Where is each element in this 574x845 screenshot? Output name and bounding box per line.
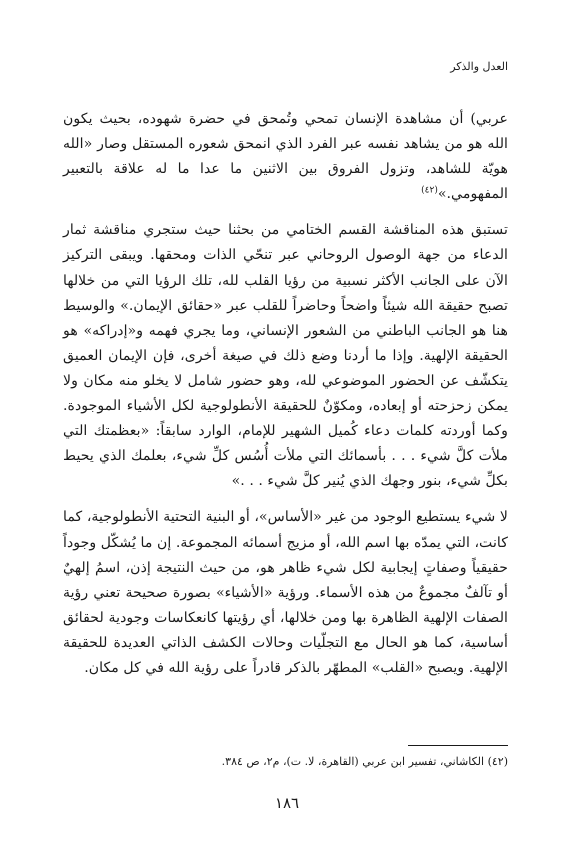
page-number: ١٨٦ (274, 794, 300, 812)
paragraph: تستبق هذه المناقشة القسم الختامي من بحثنا حيث ستجري مناقشة ثمار الدعاء من جهة الوصول الروحاني عبر تنحّي الذات ومحقها. ويبقى التركيز الآن على الجانب الأكثر نسبية من رؤيا القلب لله، تلك الرؤيا التي من خلالها تصبح حقيقة الله شيئاً واضحاً وحاضراً للقلب عبر «حقائق الإيمان.» والوسيط هنا هو الجانب الباطني من الشعور الإنساني، وما يجري فهمه و«إدراكه» هو الحقيقة الإلهية. وإذا ما أردنا وضع ذلك في صيغة أخرى، فإن الإيمان العميق يتكشّف عن الحضور الموضوعي لله، وهو حضور شامل لا يخلو منه مكان ولا يمكن زحزحته أو إبعاده، ومكوّنٌ للحقيقة الأنطولوجية لكل الأشياء الموجودة. وكما أوردته كلمات دعاء كُميل الشهير للإمام، الوارد سابقاً: «بعظمتك التي ملأت كلَّ شيء . . . بأسمائك التي ملأت أُسُس كلِّ شيء، بعلمك الذي يحيط بكلِّ شيء، بنور وجهك الذي يُنير كلَّ شيء . . .» (63, 222, 508, 490)
body-text (63, 107, 508, 681)
running-head: العدل والذكر (450, 60, 508, 73)
footnote-reference: (٤٢) (421, 185, 438, 196)
footnote-separator (408, 745, 508, 746)
paragraph-text: عربي) أن مشاهدة الإنسان تمحي وتُمحق في حضرة شهوده، بحيث يكون الله هو من يشاهد نفسه عبر الفرد الذي انمحق شعوره المستقل وصار «الله هويّة للشاهد، وتزول الفروق بين الاثنين ما عدا ما له علاقة بالتعبير المفهومي.» (63, 111, 508, 203)
footnote: (٤٢) الكاشاني، تفسير ابن عربي (القاهرة، لا. ت)، م٢، ص ٣٨٤. (221, 755, 508, 768)
paragraph: لا شيء يستطيع الوجود من غير «الأساس»، أو البنية التحتية الأنطولوجية، كما كانت، التي يمدّه بها اسم الله، أو مزيج أسمائه المجموعة. إن ما يُشكّل وجوداً حقيقياً وصفاتٍ إيجابية لكل شيء ظاهر هو، من حيث النتيجة إذن، اسمُ إلهيٌ أو تآلفٌ مجموعٌ من هذه الأسماء. ورؤية «الأشياء» بصورة صحيحة تعني رؤية الصفات الإلهية الظاهرة بها ومن خلالها، أي رؤيتها كانعكاسات وجودية لحقائق أساسية، كما هو الحال مع التجلّيات وحالات الكشف الذاتي العديدة للحقيقة الإلهية. ويصبح «القلب» المطهّر بالذكر قادراً على رؤية الله في كل مكان. (63, 509, 508, 676)
paragraph (63, 107, 508, 207)
